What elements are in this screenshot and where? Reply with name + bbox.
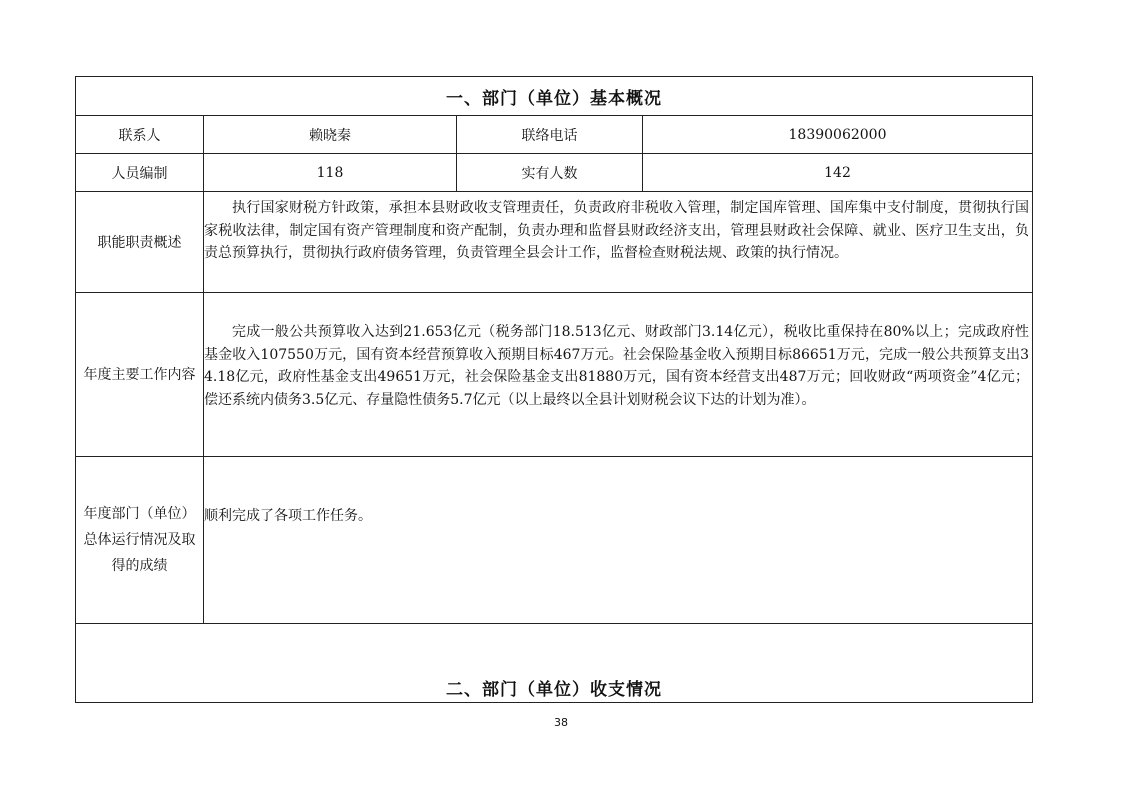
page-number: 38 [554,716,568,729]
results-text: 顺利完成了各项工作任务。 [204,508,372,524]
info-table [75,76,1033,703]
annual-work-row [76,293,1032,457]
phone-value: 18390062000 [788,126,887,143]
staff-row [76,154,1032,192]
section2-title: 二、部门（单位）收支情况 [446,680,662,700]
results-label-text: 年度部门（单位）总体运行情况及取得的成绩 [83,506,196,574]
duties-label: 职能职责概述 [76,192,204,292]
staff-actual-label: 实有人数 [457,154,643,191]
results-row [76,457,1032,624]
staff-quota-value: 118 [204,154,457,191]
results-label [76,457,204,623]
annual-work-text: 完成一般公共预算收入达到21.653亿元（税务部门18.513亿元、财政部门3.14亿元），税收比重保持在80%以上；完成政府性基金收入107550万元，国有资本经营预算收入预期目标467万元。社会保险基金收入预期目标86651万元，完成一般公共预算支出34.18亿元，政府性基金支出49651万元，社会保险基金支出81880万元，国有资本经营支出487万元；回收财政“两项资金”4亿元；偿还系统内债务3.5亿元、存量隐性债务5.7亿元（以上最终以全县计划财税会议下达的计划为准）。 [204,324,1029,408]
contact-row [76,116,1032,154]
staff-quota-label: 人员编制 [76,154,204,191]
section-title-row [76,77,1032,116]
phone-label: 联络电话 [457,116,643,153]
duties-row [76,192,1032,293]
duties-text: 执行国家财税方针政策，承担本县财政收支管理责任，负责政府非税收入管理，制定国库管理、国库集中支付制度，贯彻执行国家税收法律，制定国有资产管理制度和资产配制，负责办理和监督县财政经济支出，管理县财政社会保障、就业、医疗卫生支出，负责总预算执行，贯彻执行政府债务管理，负责管理全县会计工作，监督检查财税法规、政策的执行情况。 [204,200,1029,261]
contact-label: 联系人 [76,116,204,153]
staff-actual-value: 142 [824,164,851,181]
section1-title: 一、部门（单位）基本概况 [446,88,662,109]
annual-work-label [76,293,204,456]
contact-value: 赖晓秦 [204,116,457,153]
section2-title-row [76,624,1032,702]
annual-work-label-text: 年度主要工作内容 [83,366,196,383]
